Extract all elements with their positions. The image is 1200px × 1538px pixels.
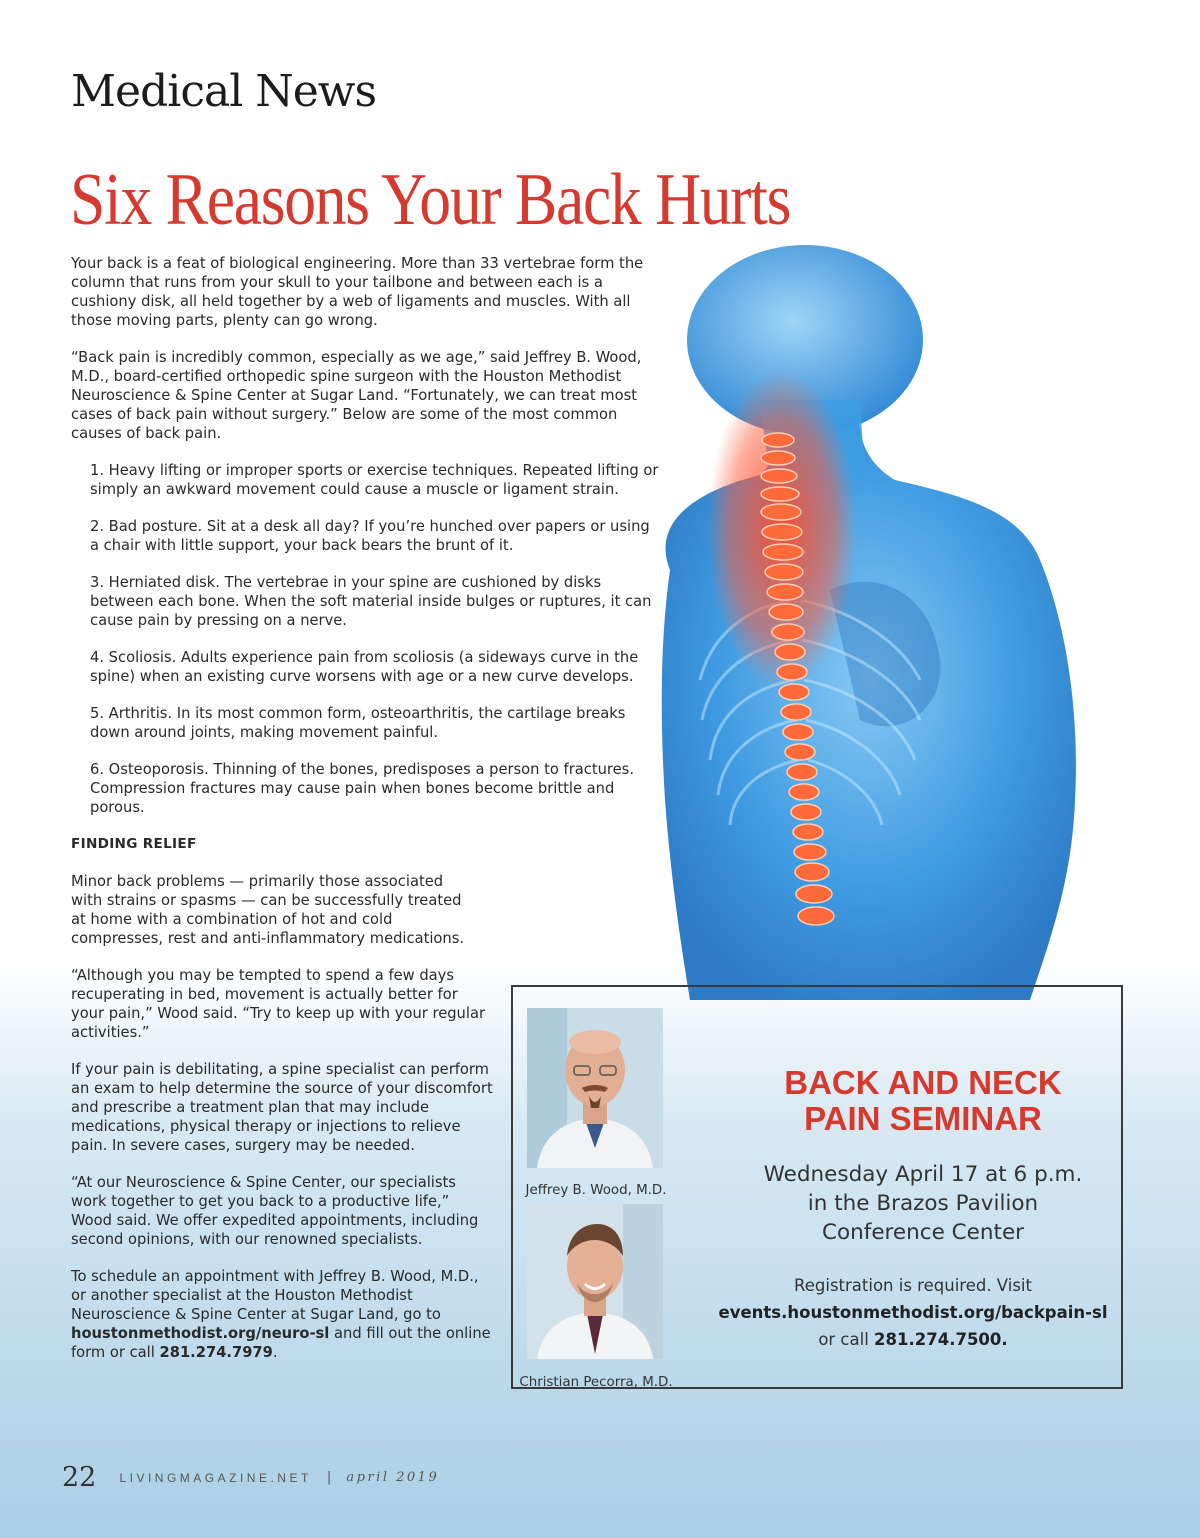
registration-phone[interactable]: 281.274.7500. xyxy=(874,1330,1008,1349)
page-number: 22 xyxy=(62,1462,97,1493)
intro-paragraph: Your back is a feat of biological engineering. More than 33 vertebrae form the column that runs from your skull to your tailbone and between each is a cushiony disk, all held together by a web of ligaments and muscles. With all those moving parts, plenty can go wrong. xyxy=(71,255,644,329)
phone-link[interactable]: 281.274.7979 xyxy=(159,1344,273,1361)
seminar-title xyxy=(713,1065,1133,1137)
closing-text: and fill out the online form or call xyxy=(71,1325,491,1361)
reason-item: 2. Bad posture. Sit at a desk all day? If you’re hunched over papers or using a chair with little support, your back bears the brunt of it. xyxy=(90,518,650,554)
footer-separator: | xyxy=(326,1470,332,1485)
closing-paragraph xyxy=(71,1267,496,1362)
seminar-title-line: BACK AND NECK xyxy=(784,1064,1062,1101)
seminar-registration xyxy=(703,1272,1123,1353)
closing-text: . xyxy=(272,1344,278,1361)
doctor-caption: Christian Pecorra, M.D. xyxy=(519,1375,673,1390)
seminar-location: in the Brazos Pavilion xyxy=(807,1191,1039,1216)
closing-text: To schedule an appointment with Jeffrey B. Wood, M.D., or another specialist at the Houston Methodist Neuroscience & Spine Center at Sugar Land, go to xyxy=(71,1268,479,1323)
footer-site: LIVINGMAGAZINE.NET xyxy=(119,1470,312,1485)
reason-item: 1. Heavy lifting or improper sports or exercise techniques. Repeated lifting or simply an awkward movement could cause a muscle or ligament strain. xyxy=(90,462,659,498)
footer-issue: april 2019 xyxy=(346,1470,440,1485)
seminar-title-line: PAIN SEMINAR xyxy=(804,1100,1042,1137)
seminar-date: Wednesday April 17 at 6 p.m. xyxy=(763,1162,1083,1187)
relief-paragraph: “At our Neuroscience & Spine Center, our specialists work together to get you back to a productive life,” Wood said. We offer expedited appointments, including second opinions, with our renowned specialists. xyxy=(71,1174,479,1248)
relief-paragraph: If your pain is debilitating, a spine specialist can perform an exam to help determine the source of your discomfort and prescribe a treatment plan that may include medications, physical therapy or injections to relieve pain. In severe cases, surgery may be needed. xyxy=(71,1061,493,1154)
reason-item: 6. Osteoporosis. Thinning of the bones, predisposes a person to fractures. Compression fractures may cause pain when bones become brittle and porous. xyxy=(90,761,634,816)
doctor-caption: Jeffrey B. Wood, M.D. xyxy=(525,1183,667,1198)
page-footer xyxy=(62,1462,439,1493)
registration-link[interactable]: events.houstonmethodist.org/backpain-sl xyxy=(718,1303,1108,1322)
relief-paragraph: Minor back problems — primarily those associated with strains or spasms — can be successfully treated at home with a combination of hot and cold compresses, rest and anti-inflammatory medications. xyxy=(71,873,465,947)
neuro-link[interactable]: houstonmethodist.org/neuro-sl xyxy=(71,1325,330,1342)
relief-paragraph: “Although you may be tempted to spend a few days recuperating in bed, movement is actually better for your pain,” Wood said. “Try to keep up with your regular activities.” xyxy=(71,967,485,1041)
seminar-location: Conference Center xyxy=(821,1220,1025,1245)
reasons-list xyxy=(71,461,661,817)
quote-paragraph: “Back pain is incredibly common, especially as we age,” said Jeffrey B. Wood, M.D., board-certified orthopedic spine surgeon with the Houston Methodist Neuroscience & Spine Center at Sugar Land. “Fortunately, we can treat most cases of back pain without surgery.” Below are some of the most common causes of back pain. xyxy=(71,349,642,442)
finding-relief-subhead: FINDING RELIEF xyxy=(71,836,197,852)
reason-item: 5. Arthritis. In its most common form, osteoarthritis, the cartilage breaks down around joints, making movement painful. xyxy=(90,705,626,741)
reason-item: 4. Scoliosis. Adults experience pain from scoliosis (a sideways curve in the spine) when an existing curve worsens with age or a new curve develops. xyxy=(90,649,639,685)
reason-item: 3. Herniated disk. The vertebrae in your spine are cushioned by disks between each bone. When the soft material inside bulges or ruptures, it can cause pain by pressing on a nerve. xyxy=(90,574,652,629)
article-headline: Six Reasons Your Back Hurts xyxy=(70,159,791,241)
registration-call: or call xyxy=(818,1330,875,1349)
section-label: Medical News xyxy=(71,66,377,117)
seminar-box xyxy=(511,985,1123,1389)
doctor-photo-wood xyxy=(527,1008,663,1168)
seminar-date-location xyxy=(713,1160,1133,1247)
doctor-photo-pecorra xyxy=(527,1204,663,1359)
registration-note: Registration is required. Visit xyxy=(794,1276,1032,1295)
